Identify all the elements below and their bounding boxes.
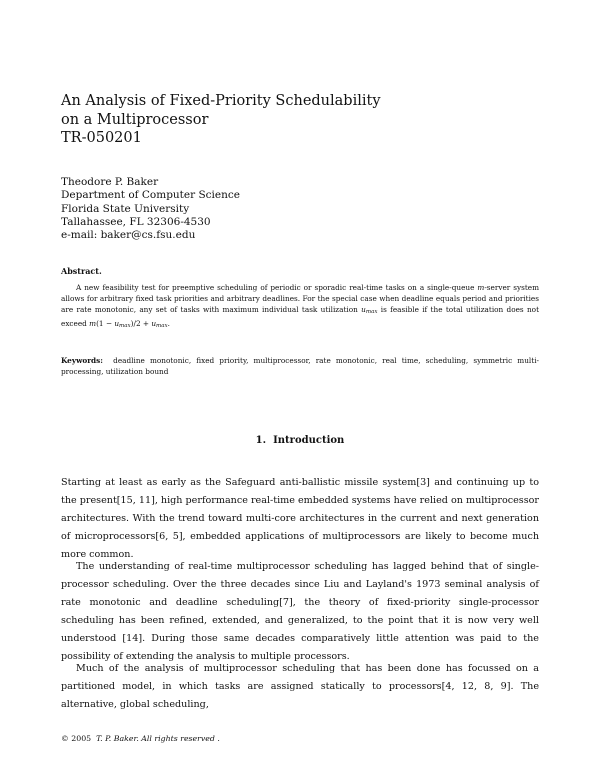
intro-paragraph-1: Starting at least as early as the Safeguard anti-ballistic missile system[3] and continuing up to the present[15, 11], high performance real-time embedded systems have relied on multiprocessor architectures. With the trend toward multi-core architectures in the current and next generation of microprocessors[6, 5], embedded applications of multiprocessors are likely to become much more common. bbox=[61, 477, 539, 560]
umax-subscript: max bbox=[365, 309, 378, 315]
formula-u-2-sub: max bbox=[156, 323, 168, 329]
section-title: Introduction bbox=[273, 435, 345, 446]
formula-u-2: u bbox=[151, 319, 157, 328]
abstract-text-1: A new feasibility test for preemptive scheduling of periodic or sporadic real-time tasks on a single-queue bbox=[76, 283, 478, 292]
abstract-text-2: -server system allows for arbitrary fixed task priorities and arbitrary deadlines. For the special case when deadline equals period and priorities are rate monotonic, any set of tasks with maximum individual task utilization bbox=[61, 283, 540, 314]
author-email: e-mail: baker@cs.fsu.edu bbox=[61, 229, 196, 242]
copyright-notice: © 2005 bbox=[61, 734, 92, 743]
abstract-m: m bbox=[477, 283, 485, 292]
author-block bbox=[61, 176, 361, 242]
intro-paragraph-2: The understanding of real-time multiprocessor scheduling has lagged behind that of single-processor scheduling. Over the three decades since Liu and Layland's 1973 seminal analysis of rate monotonic and deadline scheduling[7], the theory of fixed-priority single-processor scheduling has been refined, extended, and generalized, to the point that it is now very well understood [14]. During those same decades comparatively little attention was paid to the possibility of extending the analysis to multiple processors. bbox=[61, 561, 539, 662]
section-heading bbox=[0, 435, 600, 446]
author-name: Theodore P. Baker bbox=[61, 176, 159, 188]
abstract-text-4: . bbox=[167, 319, 170, 328]
formula-open: (1 − bbox=[96, 319, 115, 328]
author-university: Florida State University bbox=[61, 202, 190, 215]
keywords-label: Keywords: bbox=[61, 356, 103, 365]
abstract-text-3: is feasible if the total utilization does not exceed bbox=[61, 305, 540, 328]
paper-title bbox=[61, 92, 461, 148]
umax-symbol: u bbox=[361, 305, 366, 314]
intro-paragraph-3: Much of the analysis of multiprocessor scheduling that has been done has focussed on a partitioned model, in which tasks are assigned statically to processors[4, 12, 8, 9]. The alternative, global scheduling, bbox=[61, 663, 539, 710]
formula-u-1: u bbox=[114, 319, 120, 328]
abstract-heading: Abstract. bbox=[61, 266, 102, 276]
formula-close: )/2 + bbox=[130, 319, 152, 328]
footer bbox=[61, 734, 220, 743]
abstract-body bbox=[61, 282, 539, 332]
formula-m: m bbox=[89, 319, 97, 328]
report-number: TR-050201 bbox=[61, 130, 142, 146]
rights-notice: T. P. Baker. All rights reserved . bbox=[96, 734, 220, 743]
title-line-1: An Analysis of Fixed-Priority Schedulability bbox=[61, 93, 381, 109]
formula-u-1-sub: max bbox=[119, 323, 131, 329]
section-number: 1. bbox=[255, 435, 267, 446]
title-line-2: on a Multiprocessor bbox=[61, 111, 209, 128]
author-department: Department of Computer Science bbox=[61, 189, 240, 202]
keywords-text: deadline monotonic, fixed priority, multiprocessor, rate monotonic, real time, scheduling, symmetric multi-processing, utilization bound bbox=[61, 356, 539, 376]
author-address: Tallahassee, FL 32306-4530 bbox=[61, 215, 211, 228]
keywords-block bbox=[61, 355, 539, 377]
